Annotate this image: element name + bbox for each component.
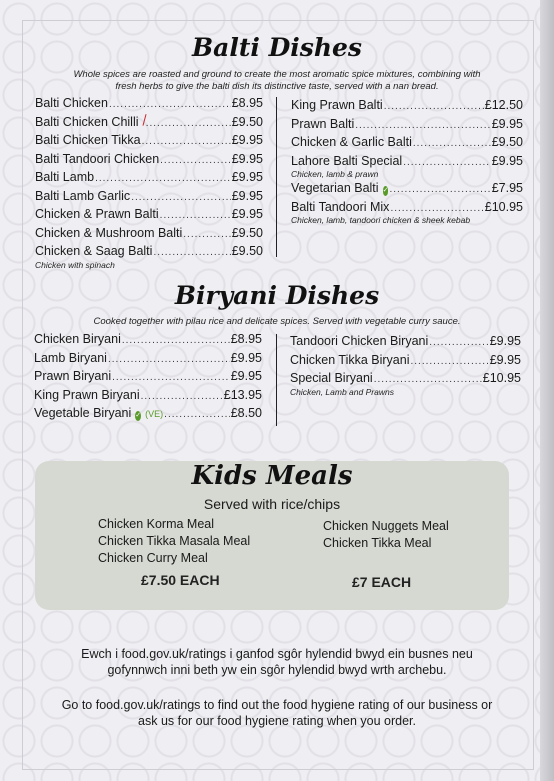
menu-item-name: Tandoori Chicken Biryani	[290, 334, 429, 348]
menu-item-name: Balti Chicken Chilli	[35, 114, 139, 129]
balti-right-column	[291, 97, 523, 226]
menu-item	[35, 188, 263, 207]
menu-item-price: £9.95	[231, 151, 263, 166]
menu-item	[291, 116, 523, 135]
menu-item-name: Chicken Tikka Biryani	[290, 352, 410, 367]
menu-item	[34, 331, 262, 350]
balti-divider	[276, 97, 277, 257]
menu-item-price: £7.95	[491, 181, 523, 195]
menu-item	[291, 134, 523, 153]
menu-item-price: £9.95	[231, 207, 263, 221]
dot-leader	[122, 333, 230, 350]
biryani-left-column	[34, 331, 262, 424]
menu-item-price: £8.95	[231, 96, 263, 110]
menu-item-price: £9.95	[489, 334, 521, 348]
menu-item	[35, 243, 263, 262]
menu-item-price: £10.95	[482, 371, 521, 385]
dot-leader	[109, 97, 231, 114]
menu-item	[35, 225, 263, 244]
vegetarian-icon: ✓	[135, 412, 142, 419]
menu-item-price: £9.50	[231, 244, 263, 258]
menu-item	[291, 97, 523, 116]
menu-item-name: Balti Tandoori Chicken	[35, 151, 160, 166]
menu-item-name: Chicken Biryani	[34, 332, 121, 346]
dot-leader	[141, 389, 223, 406]
footer-english: Go to food.gov.uk/ratings to find out the food hygiene rating of our business or ask us for our food hygiene rating when you order.	[61, 698, 493, 728]
kids-meals-panel	[35, 461, 509, 610]
menu-item-name: King Prawn Balti	[291, 98, 383, 112]
kids-meal-item: Chicken Curry Meal	[98, 551, 208, 565]
menu-item-name: Special Biryani	[290, 371, 373, 385]
dot-leader	[164, 407, 230, 424]
dot-leader	[160, 208, 231, 225]
biryani-description: Cooked together with pilau rice and delicate spices. Served with vegetable curry sauce.	[93, 316, 461, 327]
menu-item-price: £12.50	[484, 98, 523, 112]
menu-item-name: Chicken & Saag Balti	[35, 244, 153, 258]
balti-description: Whole spices are roasted and ground to create the most aromatic spice mixtures, combining with fresh herbs to give the balti dish its distinctive taste, served with a nan bread.	[73, 69, 481, 92]
menu-item	[35, 206, 263, 225]
vegan-tag: (VE)	[145, 409, 164, 419]
dot-leader	[108, 352, 230, 369]
menu-item-name: Lahore Balti Special	[291, 153, 403, 168]
dot-leader	[429, 335, 488, 352]
menu-item-price: £9.50	[231, 225, 263, 240]
page-edge	[540, 0, 554, 781]
kids-meal-item: Chicken Tikka Meal	[323, 536, 432, 550]
menu-item	[35, 95, 263, 114]
menu-item	[35, 169, 263, 188]
menu-item-price: £8.95	[230, 332, 262, 346]
menu-item	[291, 180, 523, 199]
menu-item	[290, 352, 521, 371]
balti-title: Balti Dishes	[192, 33, 362, 62]
menu-item-price: £9.95	[231, 170, 263, 184]
menu-item	[35, 151, 263, 170]
kids-meal-item: Chicken Tikka Masala Meal	[98, 534, 251, 548]
dot-leader	[95, 171, 231, 188]
menu-item-name: Balti Chicken	[35, 96, 108, 110]
dot-leader	[413, 136, 491, 153]
menu-item-name: Balti Tandoori Mix	[291, 199, 390, 214]
menu-item-name: Prawn Balti	[291, 116, 355, 131]
menu-item-name: Prawn Biryani	[34, 369, 112, 383]
menu-item-name: Balti Chicken Tikka	[35, 133, 141, 147]
dot-leader	[384, 99, 484, 116]
kids-left-list	[98, 516, 250, 567]
menu-item-name: Chicken & Mushroom Balti	[35, 225, 183, 240]
menu-item-price: £9.95	[231, 188, 263, 203]
menu-item	[34, 368, 262, 387]
kids-meal-item: Chicken Nuggets Meal	[323, 519, 449, 533]
balti-left-column	[35, 95, 263, 271]
menu-item-name: Chicken & Prawn Balti	[35, 207, 159, 221]
kids-meal-item: Chicken Korma Meal	[98, 517, 215, 531]
menu-item-price: £9.50	[231, 114, 263, 129]
menu-item-name: Chicken & Garlic Balti	[291, 135, 412, 149]
menu-item-price: £9.95	[231, 133, 263, 147]
kids-left-price: £7.50 EACH	[141, 572, 220, 588]
menu-item-name: Vegetarian Balti	[291, 181, 379, 195]
menu-item-name: Balti Lamb Garlic	[35, 188, 131, 203]
menu-item-name: Lamb Biryani	[34, 350, 107, 365]
kids-title: Kids Meals	[191, 461, 353, 491]
dot-leader	[153, 245, 230, 262]
dot-leader	[112, 370, 230, 387]
menu-item	[35, 114, 263, 133]
dot-leader	[411, 354, 489, 371]
dot-leader	[146, 116, 231, 133]
menu-item-note: Chicken, lamb & prawn	[291, 169, 379, 179]
menu-item	[34, 405, 262, 424]
menu-item-price: £10.95	[484, 199, 523, 214]
kids-right-list	[323, 518, 449, 552]
menu-item-name: Balti Lamb	[35, 170, 95, 184]
menu-item-name: Vegetable Biryani	[34, 406, 132, 420]
menu-item-price: £9.95	[491, 116, 523, 131]
biryani-divider	[276, 334, 277, 426]
kids-right-price: £7 EACH	[352, 574, 412, 590]
menu-item-price: £9.50	[491, 135, 523, 149]
dot-leader	[183, 227, 230, 244]
menu-item-note: Chicken, lamb, tandoori chicken & sheek kebab	[291, 215, 471, 225]
dot-leader	[403, 155, 491, 172]
menu-item-price: £9.95	[230, 350, 262, 365]
menu-item-price: £9.95	[491, 153, 523, 168]
menu-item-price: £8.50	[230, 406, 262, 420]
menu-item-price: £9.95	[489, 352, 521, 367]
dot-leader	[142, 134, 231, 151]
biryani-right-column	[290, 333, 521, 398]
vegetarian-icon: ✓	[382, 187, 389, 194]
menu-item-name: King Prawn Biryani	[34, 387, 140, 402]
menu-item-note: Chicken, Lamb and Prawns	[290, 386, 394, 397]
dot-leader	[355, 118, 490, 135]
menu-item-price: £13.95	[223, 387, 262, 402]
menu-item	[34, 387, 262, 406]
menu-item	[35, 132, 263, 151]
menu-item	[290, 370, 521, 389]
dot-leader	[160, 153, 231, 170]
footer-welsh: Ewch i food.gov.uk/ratings i ganfod sgôr hylendid bwyd ein busnes neu gofynnwch inni beth yw ein sgôr hylendid bwyd wrth archebu.	[81, 647, 473, 677]
dot-leader	[389, 182, 490, 199]
menu-item	[290, 333, 521, 352]
menu-item-note: Chicken with spinach	[35, 259, 115, 270]
biryani-title: Biryani Dishes	[174, 281, 380, 310]
menu-item	[34, 350, 262, 369]
dot-leader	[131, 190, 231, 207]
kids-subtitle: Served with rice/chips	[203, 496, 341, 512]
menu-item-price: £9.95	[230, 369, 262, 383]
